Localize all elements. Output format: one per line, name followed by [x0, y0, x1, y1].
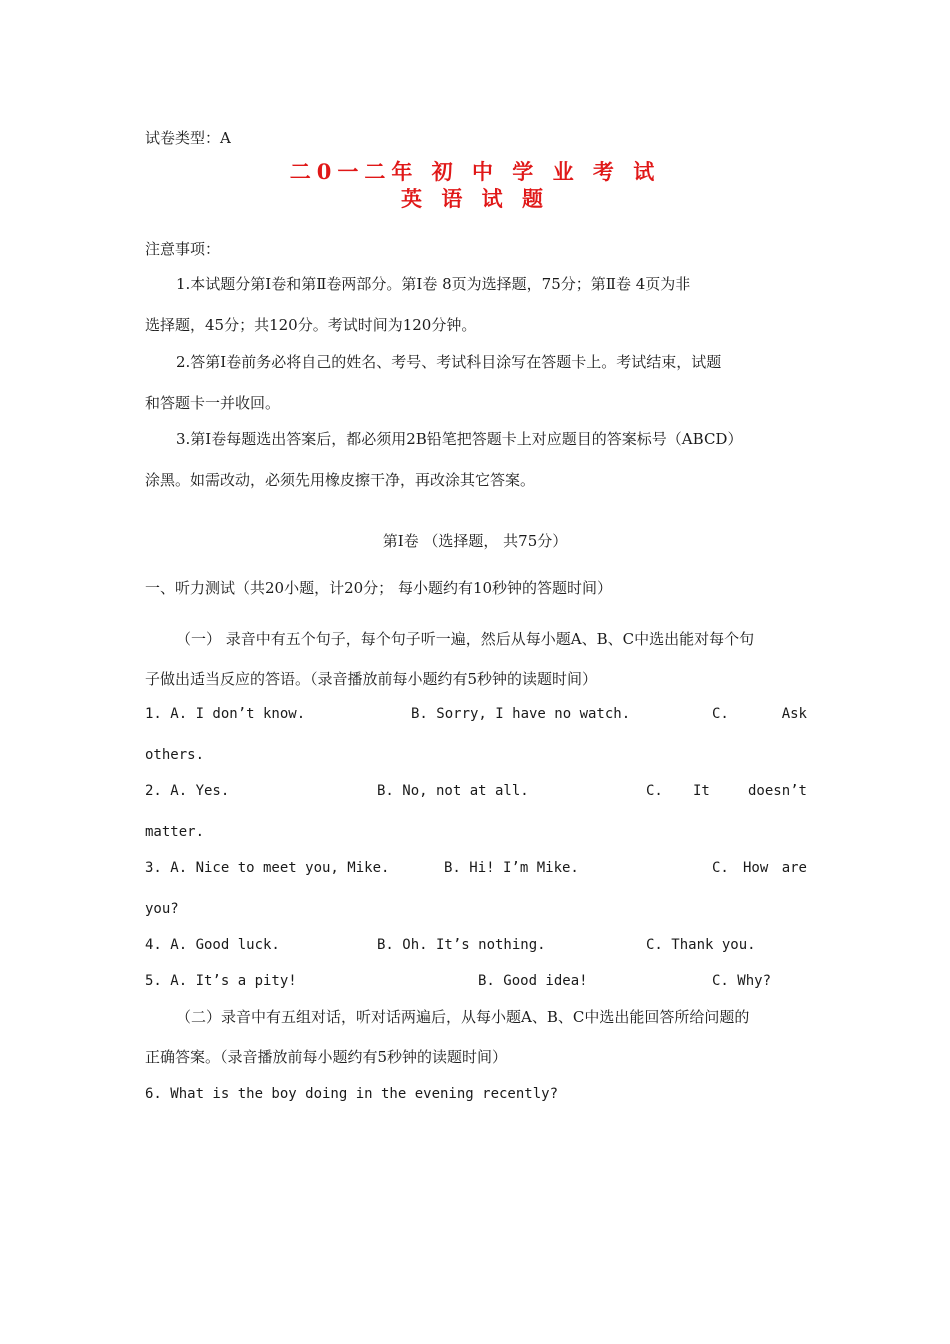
part-2-instruction-line-1: （二）录音中有五组对话，听对话两遍后，从每小题A、B、C中选出能回答所给问题的 — [176, 1008, 750, 1026]
question-2-option-c-text: doesn’t — [747, 783, 807, 799]
part-1-instruction-line-1: （一） 录音中有五个句子，每个句子听一遍，然后从每小题A、B、C中选出能对每个句 — [176, 630, 755, 648]
question-3-option-b: B. Hi! I’m Mike. — [444, 860, 579, 876]
question-1-option-c-wrap: others. — [145, 747, 205, 763]
question-5-option-b: B. Good idea! — [478, 973, 588, 989]
question-3-option-c-wrap: you? — [145, 901, 179, 917]
notes-heading: 注意事项： — [145, 240, 221, 258]
question-2-option-c-wrap: matter. — [145, 824, 205, 840]
question-1-option-c: C. — [712, 706, 729, 722]
question-3-option-a: 3. A. Nice to meet you, Mike. — [145, 860, 390, 876]
note-1-line-2: 选择题，45分；共120分。考试时间为120分钟。 — [145, 316, 477, 334]
part-2-instruction-line-2: 正确答案。（录音播放前每小题约有5秒钟的读题时间） — [145, 1048, 508, 1066]
note-3-line-2: 涂黑。如需改动，必须先用橡皮擦干净，再改涂其它答案。 — [145, 471, 536, 489]
note-2-line-1: 2.答第Ⅰ卷前务必将自己的姓名、考号、考试科目涂写在答题卡上。考试结束，试题 — [176, 353, 722, 371]
question-2-option-c: C. — [646, 783, 663, 799]
question-4-option-a: 4. A. Good luck. — [145, 937, 280, 953]
question-1-option-a: 1. A. I don’t know. — [145, 706, 306, 722]
question-2-option-b: B. No, not at all. — [377, 783, 529, 799]
question-4-option-b: B. Oh. It’s nothing. — [377, 937, 546, 953]
question-5-option-a: 5. A. It’s a pity! — [145, 973, 297, 989]
question-1-options — [145, 704, 807, 724]
volume-1-heading: 第Ⅰ卷 （选择题， 共75分） — [382, 532, 568, 550]
exam-subject-title: 英 语 试 题 — [401, 186, 549, 211]
note-3-line-1: 3.第Ⅰ卷每题选出答案后，都必须用2B铅笔把答题卡上对应题目的答案标号（ABCD） — [176, 430, 743, 448]
question-2-options — [145, 781, 807, 801]
exam-title: 二0一二年 初 中 学 业 考 试 — [289, 159, 661, 184]
note-2-line-2: 和答题卡一并收回。 — [145, 394, 281, 412]
question-1-option-b: B. Sorry, I have no watch. — [411, 706, 631, 722]
question-4-options — [145, 935, 807, 955]
question-2-option-a: 2. A. Yes. — [145, 783, 230, 799]
question-1-option-c-text: Ask — [781, 706, 807, 722]
paper-type: 试卷类型：A — [145, 129, 231, 147]
question-6-stem: 6. What is the boy doing in the evening recently? — [145, 1086, 559, 1102]
note-1-line-1: 1.本试题分第Ⅰ卷和第Ⅱ卷两部分。第Ⅰ卷 8页为选择题，75分；第Ⅱ卷 4页为非 — [176, 275, 691, 293]
section-1-heading: 一、听力测试（共20小题，计20分； 每小题约有10秒钟的答题时间） — [145, 579, 613, 597]
question-5-options — [145, 971, 807, 991]
question-4-option-c: C. Thank you. — [646, 937, 756, 953]
question-5-option-c: C. Why? — [712, 973, 772, 989]
question-3-options — [145, 858, 807, 878]
question-2-option-c-word: It — [693, 783, 710, 799]
question-3-option-c: C. — [712, 860, 729, 876]
part-1-instruction-line-2: 子做出适当反应的答语。（录音播放前每小题约有5秒钟的读题时间） — [145, 670, 598, 688]
question-3-option-c-text: are — [781, 860, 807, 876]
question-3-option-c-word: How — [743, 860, 769, 876]
